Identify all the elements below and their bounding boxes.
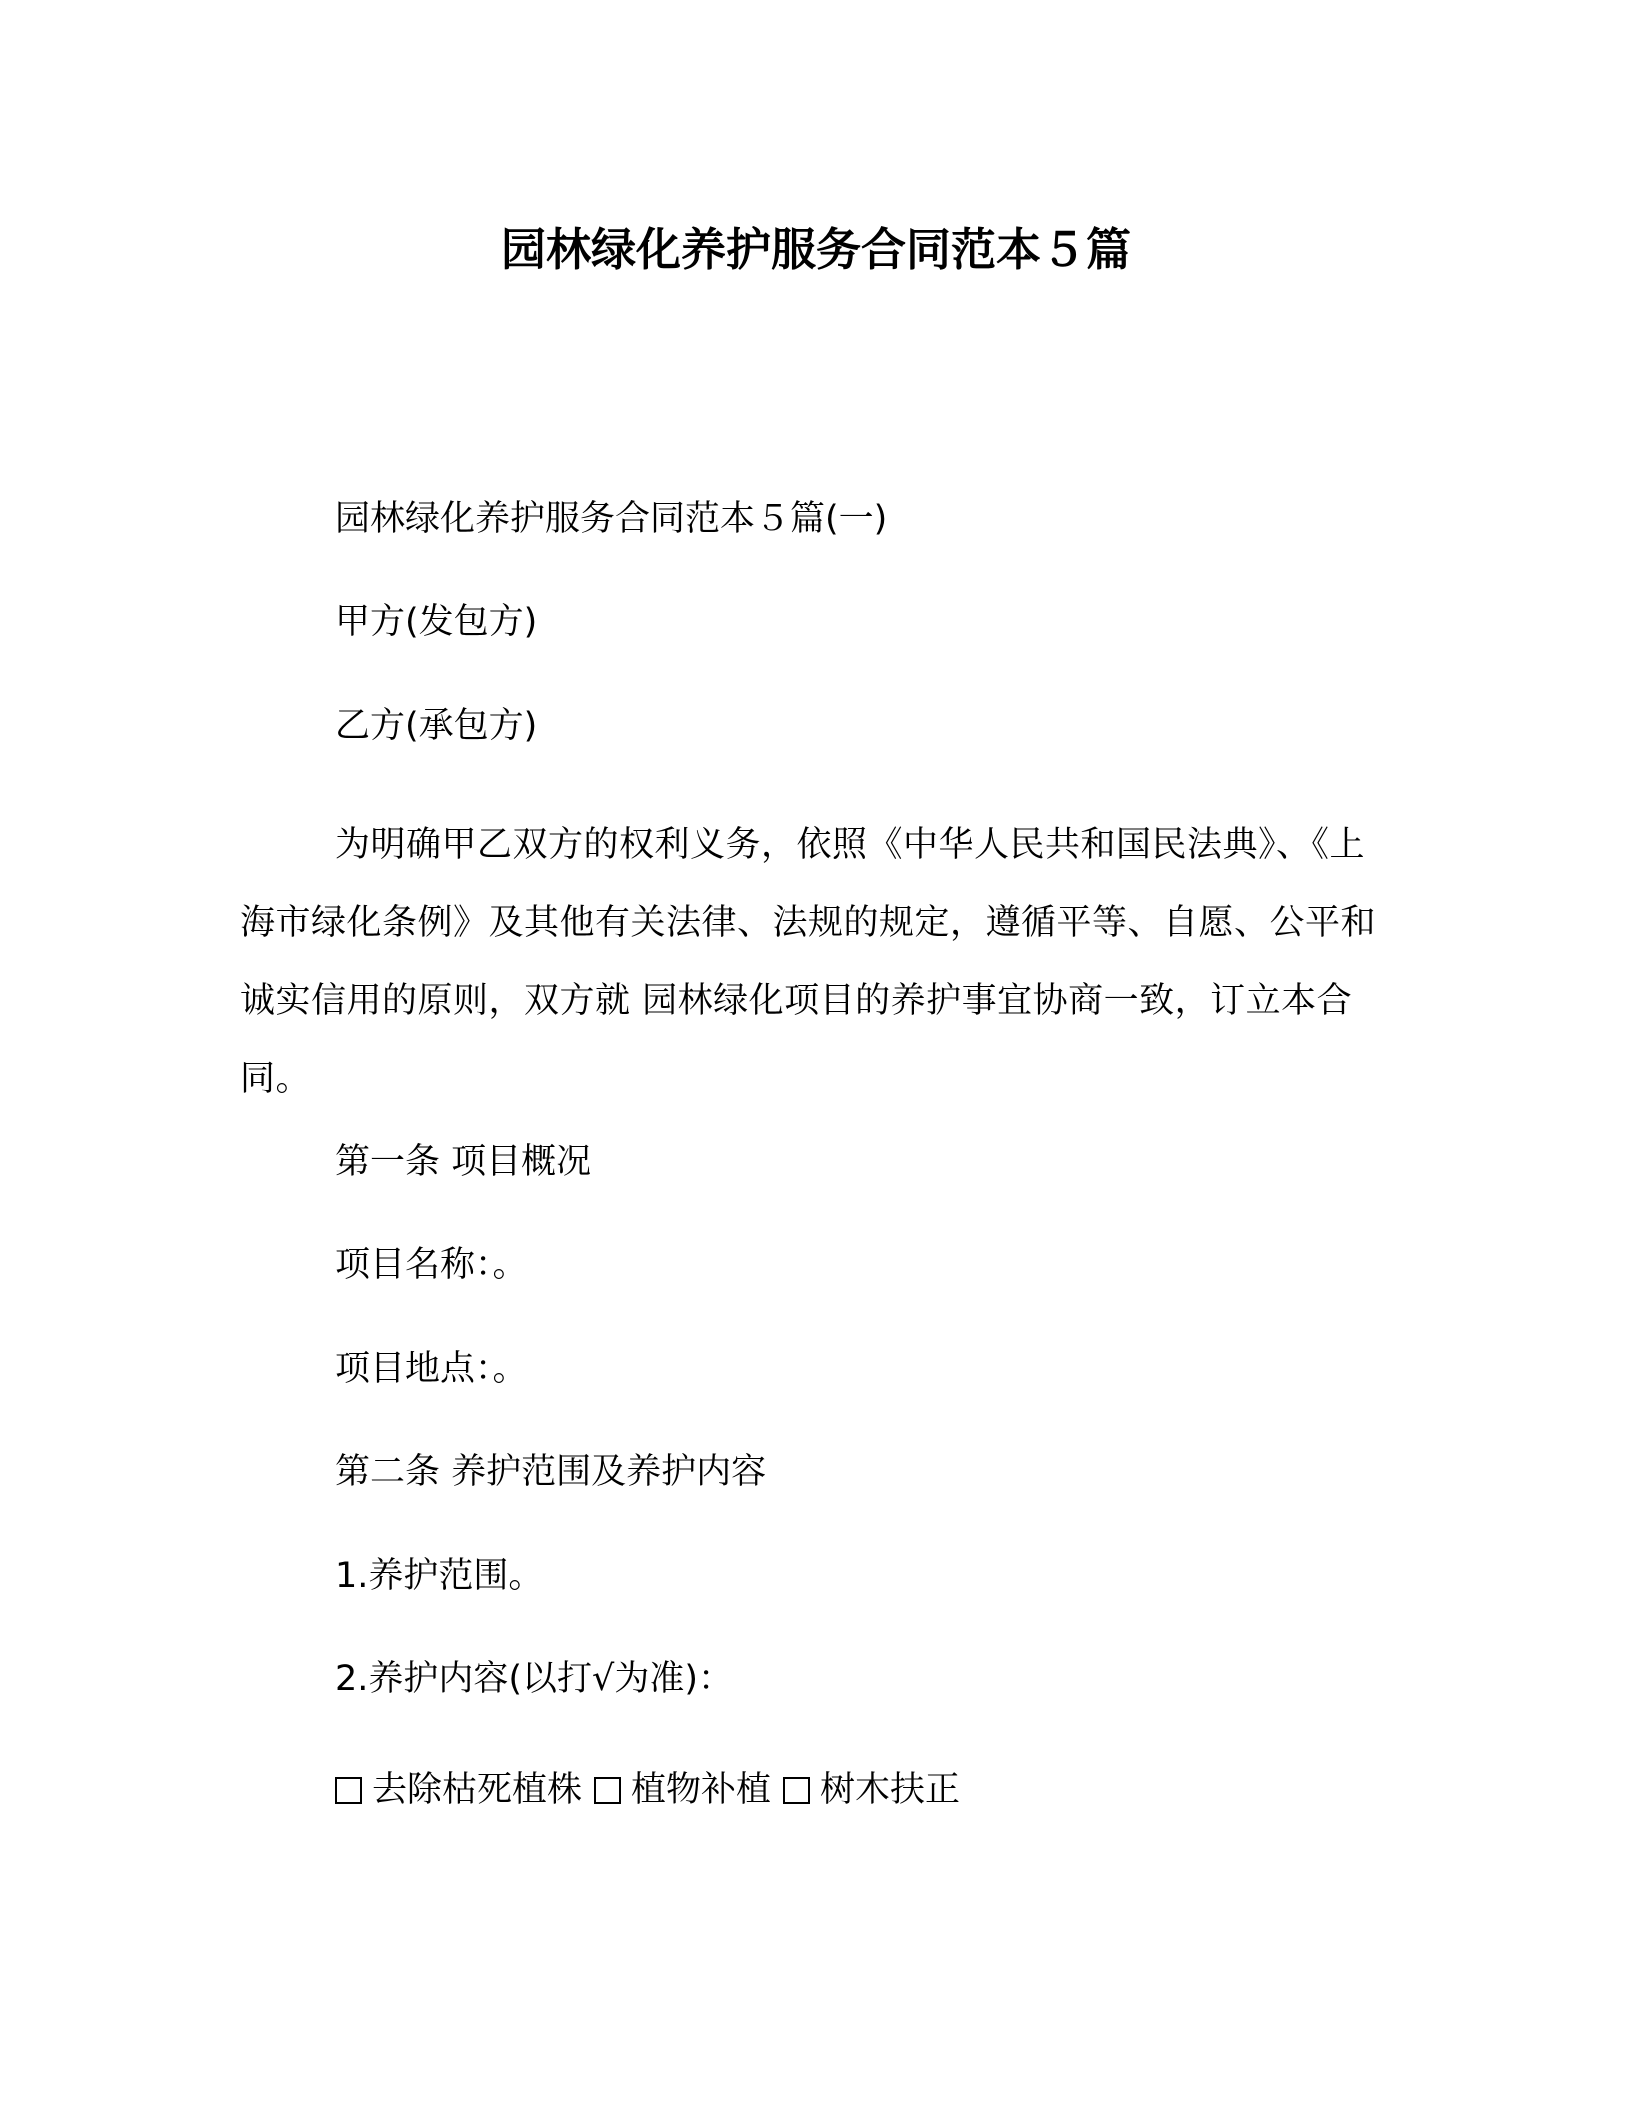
preamble-paragraph: 为明确甲乙双方的权利义务，依照《中华人民共和国民法典》、《上海市绿化条例》及其他有关法律、法规的规定，遵循平等、自愿、公平和诚实信用的原则，双方就 园林绿化项目的养护事宜协商一致，订立本合同。 bbox=[240, 825, 1377, 1099]
checklist-item bbox=[594, 1768, 771, 1812]
project-name-line: 项目名称：。 bbox=[335, 1245, 528, 1285]
maintenance-checklist bbox=[335, 1768, 972, 1812]
item-2-content: 2.养护内容(以打√为准)： bbox=[335, 1659, 734, 1699]
contract-subtitle: 园林绿化养护服务合同范本５篇(一) bbox=[335, 499, 888, 539]
checkbox-icon bbox=[335, 1777, 362, 1804]
checkbox-icon bbox=[783, 1777, 810, 1804]
document-title: 园林绿化养护服务合同范本５篇 bbox=[500, 223, 1131, 276]
article-1-heading: 第一条 项目概况 bbox=[335, 1142, 592, 1182]
checklist-item-label: 去除枯死植株 bbox=[372, 1770, 583, 1810]
party-b-label: 乙方(承包方) bbox=[335, 706, 538, 746]
checklist-item-label: 植物补植 bbox=[631, 1770, 772, 1810]
checklist-item bbox=[783, 1768, 960, 1812]
project-location-line: 项目地点：。 bbox=[335, 1349, 528, 1389]
item-1-scope: 1.养护范围。 bbox=[335, 1556, 544, 1596]
article-2-heading: 第二条 养护范围及养护内容 bbox=[335, 1452, 767, 1492]
party-a-label: 甲方(发包方) bbox=[335, 602, 538, 642]
checkbox-icon bbox=[594, 1777, 621, 1804]
checklist-item-label: 树木扶正 bbox=[820, 1770, 961, 1810]
checklist-item bbox=[335, 1768, 582, 1812]
